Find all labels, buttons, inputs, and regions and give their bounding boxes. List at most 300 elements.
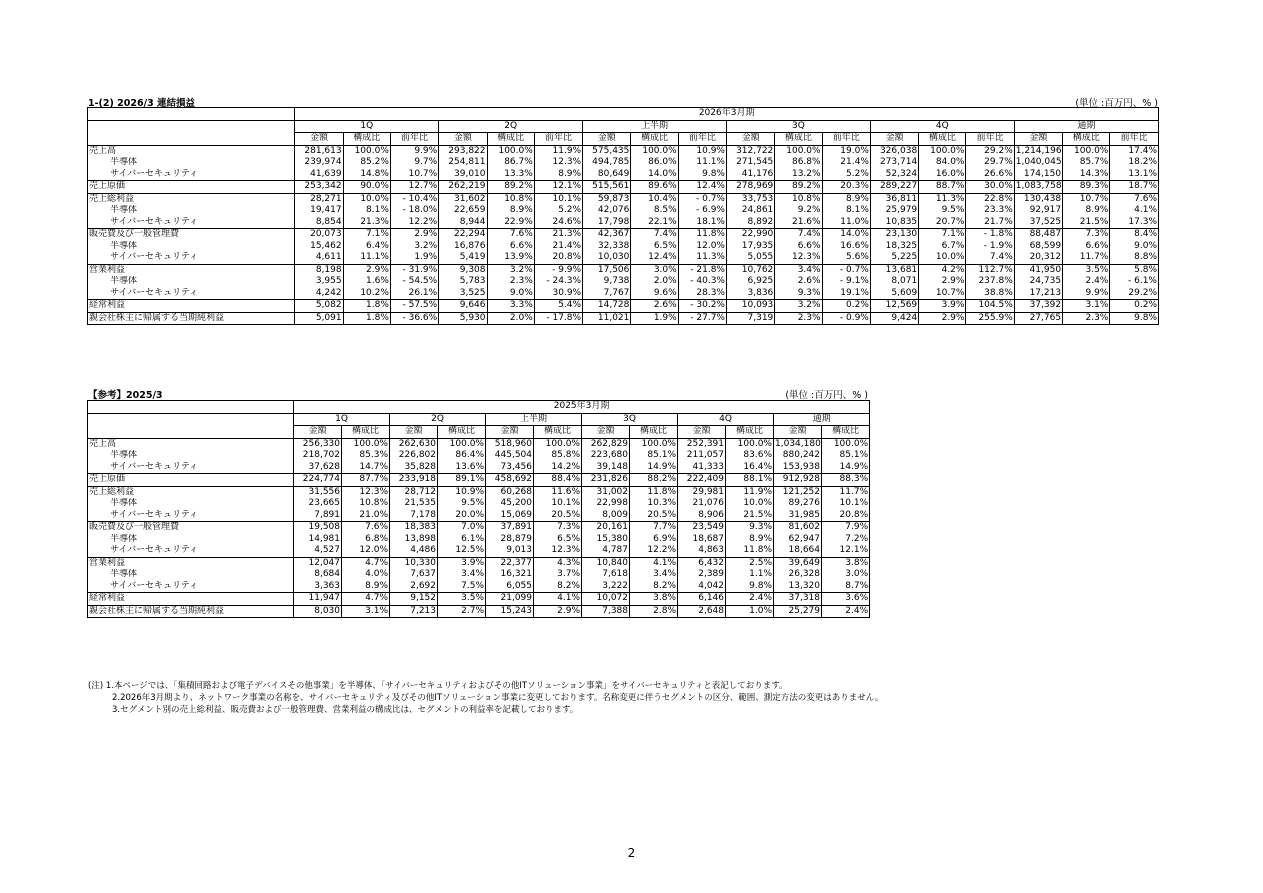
row-label: 売上高	[88, 438, 294, 450]
value-cell: 6.6%	[487, 241, 534, 253]
value-cell: 237.8%	[966, 276, 1014, 288]
value-cell: 1.8%	[343, 312, 390, 325]
column-header: 金額	[582, 426, 630, 439]
value-cell: 29.2%	[966, 145, 1014, 157]
row-label: サイバーセキュリティ	[88, 581, 294, 593]
value-cell: 880,242	[774, 450, 822, 462]
value-cell: 10.0%	[919, 252, 966, 264]
column-header: 金額	[486, 426, 534, 439]
value-cell: 10.8%	[487, 193, 534, 205]
value-cell: 1,034,180	[775, 438, 821, 449]
table-row	[88, 581, 870, 593]
value-cell: 10.0%	[343, 193, 390, 205]
value-cell: 20,312	[1014, 252, 1062, 264]
value-cell: 2.9%	[919, 312, 966, 325]
value-cell: 2.3%	[487, 276, 534, 288]
value-cell: 18,383	[390, 522, 438, 534]
value-cell: 12,569	[870, 300, 918, 313]
value-cell: 7,891	[294, 510, 342, 522]
value-cell: 254,811	[439, 157, 487, 169]
value-cell: 19,417	[295, 205, 343, 217]
value-cell: 7.6%	[342, 522, 390, 534]
row-label: サイバーセキュリティ	[88, 252, 295, 264]
value-cell: 518,960	[486, 438, 534, 450]
value-cell: 2.0%	[631, 276, 678, 288]
table-row	[88, 450, 870, 462]
value-cell: 7,388	[582, 605, 630, 618]
value-cell: 153,938	[774, 462, 822, 474]
value-cell: 14.0%	[631, 169, 678, 181]
value-cell: 100.0%	[822, 438, 870, 450]
value-cell: 100.0%	[487, 145, 534, 157]
note-3: 3.セグメント別の売上総利益、販売費および一般管理費、営業利益の構成比は、セグメントの利益率を記載しております。	[112, 705, 579, 715]
value-cell: 7,319	[726, 312, 774, 325]
value-cell: 33,753	[726, 193, 774, 205]
column-header: 構成比	[630, 426, 678, 439]
column-header: 構成比	[534, 426, 582, 439]
value-cell: 85.1%	[822, 450, 870, 462]
value-cell: 21.3%	[534, 229, 582, 241]
value-cell: 45,200	[486, 498, 534, 510]
table-row	[88, 145, 1159, 157]
value-cell: - 1.8%	[966, 229, 1014, 241]
quarter-header: 2Q	[390, 413, 486, 426]
value-cell: 8.8%	[1110, 252, 1159, 264]
value-cell: 9.2%	[775, 205, 822, 217]
column-header: 前年比	[1110, 133, 1159, 146]
value-cell: 10.7%	[919, 288, 966, 300]
table-row	[88, 181, 1159, 194]
value-cell: 2.3%	[1063, 312, 1110, 325]
row-label: サイバーセキュリティ	[88, 217, 295, 229]
value-cell: 3,525	[439, 288, 487, 300]
value-cell: 4,611	[295, 252, 343, 264]
table-row	[88, 557, 870, 569]
table-row	[88, 593, 870, 606]
value-cell: 29.2%	[1110, 288, 1159, 300]
value-cell: 19,508	[294, 522, 342, 534]
value-cell: 1.9%	[390, 252, 438, 264]
value-cell: 3.5%	[438, 593, 486, 606]
value-cell: 9.9%	[390, 145, 438, 157]
table-row	[88, 276, 1159, 288]
value-cell: 3,955	[295, 276, 343, 288]
corner-cell	[88, 108, 295, 121]
value-cell: 88.7%	[919, 181, 966, 194]
quarter-header: 4Q	[678, 413, 774, 426]
value-cell: 68,599	[1014, 241, 1062, 253]
row-label: 半導体	[88, 569, 294, 581]
column-header: 金額	[870, 133, 918, 146]
value-cell: 3.8%	[630, 593, 678, 606]
value-cell: - 31.9%	[390, 264, 438, 276]
value-cell: 9.7%	[390, 157, 438, 169]
column-header: 金額	[678, 426, 726, 439]
value-cell: 3,836	[726, 288, 774, 300]
value-cell: 80,649	[583, 169, 631, 181]
value-cell: 20.5%	[534, 510, 582, 522]
column-header: 構成比	[342, 426, 390, 439]
table-row	[88, 193, 1159, 205]
value-cell: 231,826	[582, 474, 630, 487]
value-cell: 39,649	[774, 557, 822, 569]
value-cell: 8,906	[678, 510, 726, 522]
value-cell: 9,646	[439, 300, 487, 313]
value-cell: 6.4%	[343, 241, 390, 253]
value-cell: 10.0%	[726, 498, 774, 510]
value-cell: 8,071	[870, 276, 918, 288]
table-row	[88, 474, 870, 487]
value-cell: 88,487	[1014, 229, 1062, 241]
value-cell: - 27.7%	[678, 312, 726, 325]
value-cell: 14,728	[583, 300, 631, 313]
row-label: サイバーセキュリティ	[88, 545, 294, 557]
value-cell: 445,504	[486, 450, 534, 462]
value-cell: 10.9%	[678, 145, 726, 157]
value-cell: 2.7%	[438, 605, 486, 618]
value-cell: 12.4%	[631, 252, 678, 264]
value-cell: 100.0%	[343, 145, 390, 157]
value-cell: 4,042	[678, 581, 726, 593]
value-cell: 18.1%	[678, 217, 726, 229]
value-cell: 16.4%	[726, 462, 774, 474]
value-cell: 21,099	[486, 593, 534, 606]
value-cell: 218,702	[294, 450, 342, 462]
value-cell: 31,602	[439, 193, 487, 205]
value-cell: 10,762	[726, 264, 774, 276]
value-cell: 24.6%	[534, 217, 582, 229]
row-label: 営業利益	[88, 557, 294, 569]
value-cell: 24,861	[726, 205, 774, 217]
value-cell: 15,069	[486, 510, 534, 522]
value-cell: 6.8%	[342, 534, 390, 546]
value-cell: 14.3%	[1063, 169, 1110, 181]
value-cell: 8,009	[582, 510, 630, 522]
value-cell: 14.9%	[630, 462, 678, 474]
value-cell: 312,722	[726, 145, 774, 157]
value-cell: 3.9%	[438, 557, 486, 569]
value-cell: 262,829	[582, 438, 630, 450]
row-label: サイバーセキュリティ	[88, 169, 295, 181]
value-cell: 1.6%	[343, 276, 390, 288]
value-cell: 37,891	[486, 522, 534, 534]
note-2: 2.2026年3月期より、ネットワーク事業の名称を、サイバーセキュリティ及びその他ITソリューション事業に変更しております。名称変更に伴うセグメントの区分、範囲、測定方法の変更はありません。	[112, 693, 884, 703]
value-cell: 3.5%	[1063, 264, 1110, 276]
value-cell: 20.5%	[630, 510, 678, 522]
value-cell: 7,637	[390, 569, 438, 581]
value-cell: 24,735	[1014, 276, 1062, 288]
value-cell: 10,093	[726, 300, 774, 313]
value-cell: 81,602	[774, 522, 822, 534]
value-cell: 2.9%	[343, 264, 390, 276]
value-cell: 10.7%	[1063, 193, 1110, 205]
value-cell: 20.3%	[822, 181, 870, 194]
row-label: 売上高	[88, 145, 295, 157]
value-cell: 262,630	[390, 438, 438, 450]
value-cell: 174,150	[1014, 169, 1062, 181]
value-cell: - 36.6%	[390, 312, 438, 325]
value-cell: 7.3%	[1063, 229, 1110, 241]
value-cell: 4.1%	[534, 593, 582, 606]
row-label: 売上原価	[88, 181, 295, 194]
value-cell: 9.5%	[438, 498, 486, 510]
value-cell: 4.1%	[630, 557, 678, 569]
quarter-header: 2Q	[439, 120, 583, 133]
value-cell: 575,435	[583, 145, 631, 157]
value-cell: 8.1%	[822, 205, 870, 217]
value-cell: 4,787	[582, 545, 630, 557]
column-header: 金額	[1014, 133, 1062, 146]
value-cell: 7.4%	[966, 252, 1014, 264]
table-row	[88, 438, 870, 450]
value-cell: 87.7%	[342, 474, 390, 487]
value-cell: 22,294	[439, 229, 487, 241]
value-cell: 100.0%	[726, 438, 774, 450]
value-cell: 10,072	[582, 593, 630, 606]
value-cell: - 54.5%	[390, 276, 438, 288]
row-label: サイバーセキュリティ	[88, 462, 294, 474]
value-cell: 89.3%	[1063, 181, 1110, 194]
value-cell: 6.5%	[631, 241, 678, 253]
value-cell: 4,486	[390, 545, 438, 557]
value-cell: 23,549	[678, 522, 726, 534]
value-cell: 10.1%	[534, 498, 582, 510]
value-cell: - 0.7%	[822, 264, 870, 276]
value-cell: 28.3%	[678, 288, 726, 300]
value-cell: 83.6%	[726, 450, 774, 462]
value-cell: 515,561	[583, 181, 631, 194]
value-cell: - 40.3%	[678, 276, 726, 288]
value-cell: 8,854	[295, 217, 343, 229]
value-cell: 9.8%	[678, 169, 726, 181]
column-header: 金額	[726, 133, 774, 146]
column-header: 金額	[294, 426, 342, 439]
value-cell: 85.7%	[1063, 157, 1110, 169]
value-cell: 31,556	[294, 486, 342, 498]
value-cell: 2.6%	[775, 276, 822, 288]
value-cell: 10.3%	[630, 498, 678, 510]
value-cell: 289,227	[870, 181, 918, 194]
period-header: 2026年3月期	[295, 108, 1159, 121]
value-cell: 1.0%	[726, 605, 774, 618]
value-cell: 3.2%	[390, 241, 438, 253]
value-cell: 89.6%	[631, 181, 678, 194]
value-cell: 3.7%	[534, 569, 582, 581]
value-cell: 5,609	[870, 288, 918, 300]
value-cell: 11.9%	[534, 145, 582, 157]
value-cell: 10.8%	[342, 498, 390, 510]
value-cell: 20,161	[582, 522, 630, 534]
value-cell: 3.3%	[487, 300, 534, 313]
value-cell: 12.0%	[342, 545, 390, 557]
table-row	[88, 229, 1159, 241]
value-cell: 2,648	[678, 605, 726, 618]
value-cell: 85.8%	[534, 450, 582, 462]
row-label: 半導体	[88, 534, 294, 546]
value-cell: 52,324	[870, 169, 918, 181]
value-cell: 16.6%	[822, 241, 870, 253]
value-cell: 73,456	[486, 462, 534, 474]
table-row	[88, 288, 1159, 300]
value-cell: 9,013	[486, 545, 534, 557]
value-cell: 85.1%	[630, 450, 678, 462]
value-cell: 255.9%	[966, 312, 1014, 325]
value-cell: 11.7%	[822, 486, 870, 498]
value-cell: 6.6%	[775, 241, 822, 253]
value-cell: 2,692	[390, 581, 438, 593]
corner-cell	[88, 401, 294, 414]
value-cell: 6.5%	[534, 534, 582, 546]
value-cell: 37,628	[294, 462, 342, 474]
value-cell: 1.8%	[343, 300, 390, 313]
table-row	[88, 462, 870, 474]
value-cell: 7,618	[582, 569, 630, 581]
value-cell: 17,935	[726, 241, 774, 253]
value-cell: 9.3%	[775, 288, 822, 300]
value-cell: 59,873	[583, 193, 631, 205]
value-cell: 28,879	[486, 534, 534, 546]
value-cell: 2.4%	[1063, 276, 1110, 288]
value-cell: - 30.2%	[678, 300, 726, 313]
value-cell: 21.6%	[775, 217, 822, 229]
value-cell: 17.3%	[1110, 217, 1159, 229]
row-label: 半導体	[88, 241, 295, 253]
value-cell: 7.1%	[919, 229, 966, 241]
value-cell: 30.9%	[534, 288, 582, 300]
value-cell: 13.6%	[438, 462, 486, 474]
value-cell: 6.6%	[1063, 241, 1110, 253]
value-cell: 100.0%	[1063, 145, 1110, 157]
table-row	[88, 312, 1159, 325]
value-cell: 18.2%	[1110, 157, 1159, 169]
column-header: 前年比	[966, 133, 1014, 146]
row-label: 半導体	[88, 157, 295, 169]
value-cell: 31,002	[582, 486, 630, 498]
value-cell: 21,535	[390, 498, 438, 510]
value-cell: 13.1%	[1110, 169, 1159, 181]
value-cell: 21.5%	[1063, 217, 1110, 229]
value-cell: 3.0%	[631, 264, 678, 276]
value-cell: 912,928	[774, 474, 822, 487]
value-cell: 10.1%	[822, 498, 870, 510]
row-label: 半導体	[88, 450, 294, 462]
value-cell: 8.7%	[822, 581, 870, 593]
row-label: 親会社株主に帰属する当期純利益	[88, 605, 294, 618]
value-cell: 11.8%	[726, 545, 774, 557]
value-cell: 22,998	[582, 498, 630, 510]
row-label: 販売費及び一般管理費	[88, 522, 294, 534]
value-cell: 12.1%	[534, 181, 582, 194]
value-cell: 262,219	[439, 181, 487, 194]
value-cell: 8,030	[294, 605, 342, 618]
value-cell: 12.2%	[390, 217, 438, 229]
row-label: 経常利益	[88, 593, 294, 606]
value-cell: 2.4%	[726, 593, 774, 606]
value-cell: 239,974	[295, 157, 343, 169]
value-cell: 23,130	[870, 229, 918, 241]
value-cell: 37,525	[1014, 217, 1062, 229]
value-cell: 5,225	[870, 252, 918, 264]
value-cell: - 10.4%	[390, 193, 438, 205]
value-cell: 11.8%	[630, 486, 678, 498]
value-cell: 10.2%	[343, 288, 390, 300]
value-cell: 3.1%	[1063, 300, 1110, 313]
value-cell: 13,898	[390, 534, 438, 546]
value-cell: 226,802	[390, 450, 438, 462]
value-cell: 6.9%	[630, 534, 678, 546]
value-cell: 16.0%	[919, 169, 966, 181]
value-cell: 13.2%	[775, 169, 822, 181]
value-cell: 15,462	[295, 241, 343, 253]
value-cell: 9,424	[870, 312, 918, 325]
value-cell: 7.9%	[822, 522, 870, 534]
value-cell: 273,714	[870, 157, 918, 169]
row-label: 売上総利益	[88, 486, 294, 498]
row-label: 親会社株主に帰属する当期純利益	[88, 312, 295, 325]
value-cell: 8.9%	[534, 169, 582, 181]
value-cell: 100.0%	[919, 145, 966, 157]
value-cell: 5.6%	[822, 252, 870, 264]
row-label: 営業利益	[88, 264, 295, 276]
column-header: 金額	[774, 426, 822, 439]
value-cell: 9.5%	[919, 205, 966, 217]
column-header: 金額	[439, 133, 487, 146]
value-cell: 8,944	[439, 217, 487, 229]
value-cell: 8.1%	[343, 205, 390, 217]
value-cell: 11.8%	[678, 229, 726, 241]
value-cell: 22.1%	[631, 217, 678, 229]
corner-cell	[88, 413, 294, 426]
value-cell: 12.3%	[534, 545, 582, 557]
value-cell: 15,380	[582, 534, 630, 546]
value-cell: 88.4%	[534, 474, 582, 487]
value-cell: 293,822	[439, 145, 487, 157]
column-header: 構成比	[919, 133, 966, 146]
value-cell: 7,213	[390, 605, 438, 618]
table-row	[88, 534, 870, 546]
value-cell: 14.2%	[534, 462, 582, 474]
value-cell: 3,222	[582, 581, 630, 593]
notes	[88, 680, 883, 716]
value-cell: 26.6%	[966, 169, 1014, 181]
value-cell: 21.4%	[534, 241, 582, 253]
value-cell: 2.9%	[390, 229, 438, 241]
value-cell: 29.7%	[966, 157, 1014, 169]
value-cell: 8,198	[295, 264, 343, 276]
value-cell: 90.0%	[343, 181, 390, 194]
value-cell: 22.9%	[487, 217, 534, 229]
value-cell: 20.0%	[438, 510, 486, 522]
value-cell: 11.0%	[822, 217, 870, 229]
table-row	[88, 510, 870, 522]
value-cell: 130,438	[1014, 193, 1062, 205]
value-cell: 32,338	[583, 241, 631, 253]
value-cell: 38.8%	[966, 288, 1014, 300]
table-row	[88, 605, 870, 618]
table-row	[88, 486, 870, 498]
column-header: 構成比	[822, 426, 870, 439]
value-cell: 25,279	[774, 605, 822, 618]
row-label: 半導体	[88, 276, 295, 288]
quarter-header: 1Q	[294, 413, 390, 426]
value-cell: 2.8%	[630, 605, 678, 618]
value-cell: 4.0%	[342, 569, 390, 581]
value-cell: 8.2%	[630, 581, 678, 593]
value-cell: 1,214,196	[1015, 145, 1062, 156]
value-cell: 21,076	[678, 498, 726, 510]
value-cell: 11,021	[583, 312, 631, 325]
value-cell: 6.1%	[438, 534, 486, 546]
